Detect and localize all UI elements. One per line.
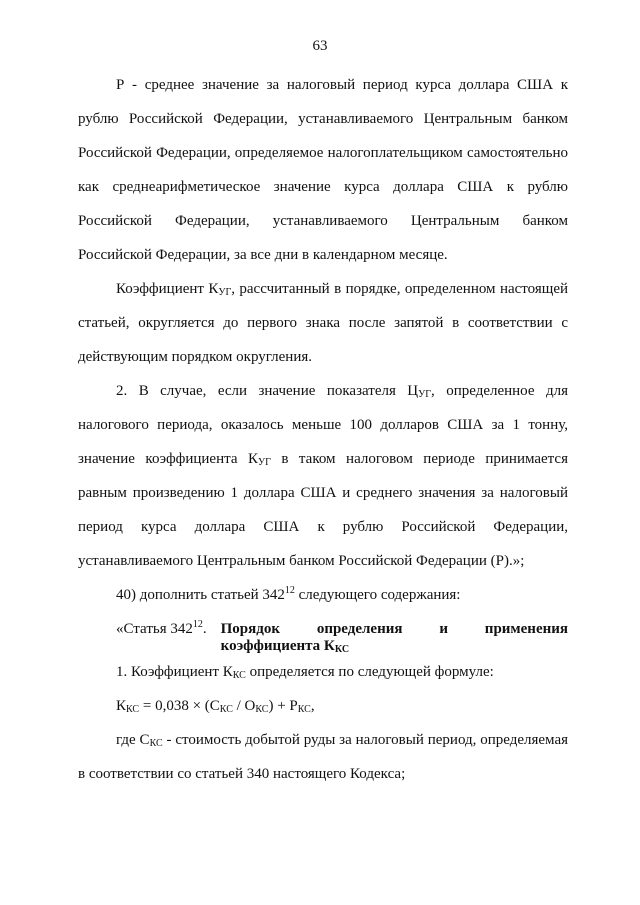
article-title: Порядок определения и применения коэффициента $К_{КС}$ [220,621,568,655]
article-heading [78,612,568,655]
paragraph-formula-intro: 1. Коэффициент $К_{КС}$ определяется по следующей формуле: [116,664,494,681]
formula: $К_{КС} = 0,038 \times (С_{КС} / О_{КС}) + Р_{КС}$, [116,698,315,715]
paragraph-where: где $С_{КС}$ - стоимость добытой руды за налоговый период, определяемая в соответствии со статьей 340 настоящего Кодекса; [78,732,569,782]
paragraph-item-40: 40) дополнить статьей $342^{12}$ следующего содержания: [116,585,461,603]
paragraph-item-2: 2. В случае, если значение показателя $Ц_{УГ}$, определенное для налогового периода, оказалось меньше 100 долларов США за 1 тонну, значение коэффициента $К_{УГ}$ в таком налоговом периоде принимается равным произведению 1 доллара США и среднего значения за налоговый период курса доллара США к рублю Российской Федерации, устанавливаемого Центральным банком Российской Федерации (Р).»; [78,383,568,569]
paragraph-p-definition: Р - среднее значение за налоговый период курса доллара США к рублю Российской Федерации, устанавливаемого Центральным банком Российской Федерации, определяемое налогоплательщиком самостоятельно как среднеарифметическое значение курса доллара США к рублю Российской Федерации, устанавливаемого Центральным банком Российской Федерации, за все дни в календарном месяце. [78,77,568,263]
document-body [78,68,568,791]
page-number: 63 [312,38,328,54]
paragraph-coefficient-rounding: Коэффициент $К_{УГ}$, рассчитанный в порядке, определенном настоящей статьей, округляется до первого знака после запятой в соответствии с действующим порядком округления. [78,281,568,365]
article-number: «Статья $342^{12}$. [116,619,207,637]
